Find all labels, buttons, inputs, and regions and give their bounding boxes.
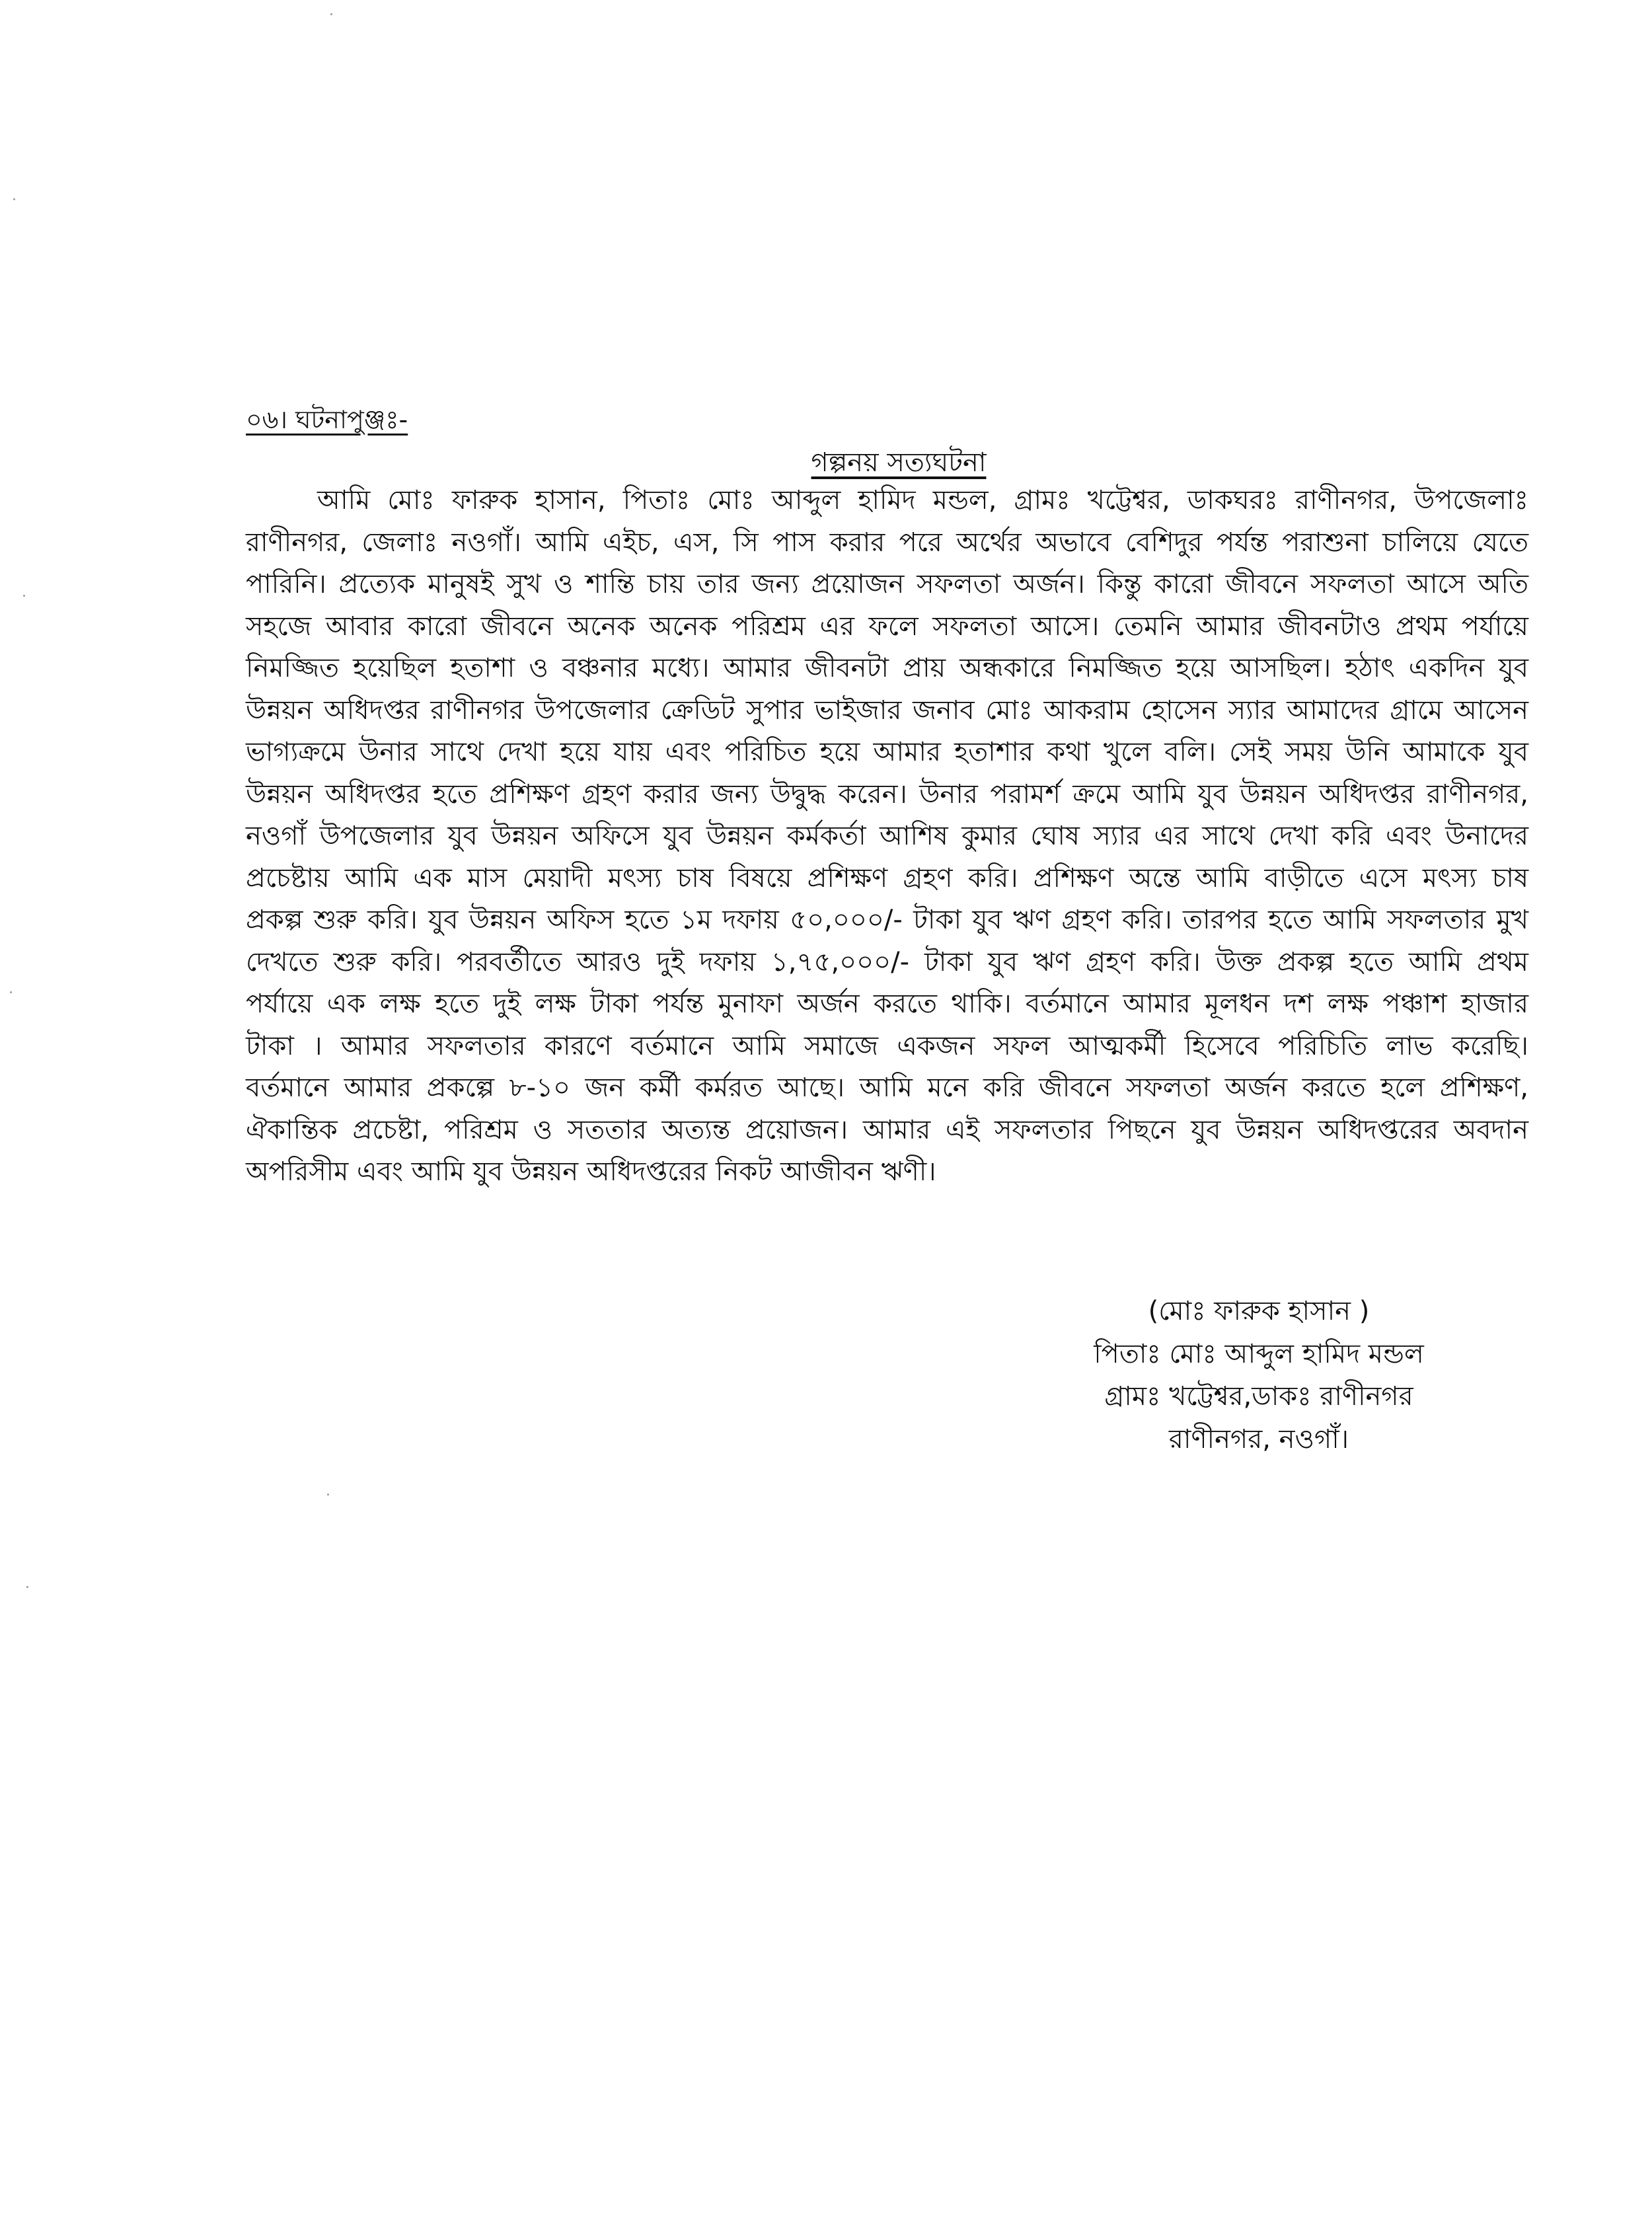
story-paragraph [246, 480, 1528, 1194]
paragraph-line: প্রচেষ্টায় আমি এক মাস মেয়াদী মৎস্য চাষ বিষয়ে প্রশিক্ষণ গ্রহণ করি। প্রশিক্ষণ অন্তে আমি বাড়ীতে এসে মৎস্য চাষ [246, 862, 1528, 893]
paragraph-line: আমি মোঃ ফারুক হাসান, পিতাঃ মোঃ আব্দুল হামিদ মন্ডল, গ্রামঃ খট্টেশ্বর, ডাকঘরঃ রাণীনগর, উপজেলাঃ [317, 485, 1528, 515]
paragraph-line: রাণীনগর, জেলাঃ নওগাঁ। আমি এইচ, এস, সি পাস করার পরে অর্থের অভাবে বেশিদুর পর্যন্ত পরাশুনা চালিয়ে যেতে [246, 527, 1528, 558]
scan-speck [23, 595, 25, 597]
paragraph-line: সহজে আবার কারো জীবনে অনেক অনেক পরিশ্রম এর ফলে সফলতা আসে। তেমনি আমার জীবনটাও প্রথম পর্যায়ে [246, 611, 1528, 642]
signatory-father: পিতাঃ মোঃ আব্দুল হামিদ মন্ডল [1094, 1338, 1424, 1369]
paragraph-line: বর্তমানে আমার প্রকল্পে ৮-১০ জন কর্মী কর্মরত আছে। আমি মনে করি জীবনে সফলতা অর্জন করতে হলে প্রশিক্ষণ, [246, 1073, 1528, 1103]
paragraph-line: পারিনি। প্রত্যেক মানুষই সুখ ও শান্তি চায় তার জন্য প্রয়োজন সফলতা অর্জন। কিন্তু কারো জীবনে সফলতা আসে অতি [246, 569, 1528, 599]
signature-block [1061, 1290, 1457, 1461]
paragraph-line: অপরিসীম এবং আমি যুব উন্নয়ন অধিদপ্তরের নিকট আজীবন ঋণী। [246, 1157, 936, 1187]
paragraph-line: নিমজ্জিত হয়েছিল হতাশা ও বঞ্চনার মধ্যে। আমার জীবনটা প্রায় অন্ধকারে নিমজ্জিত হয়ে আসছিল। হঠাৎ একদিন যুব [246, 653, 1528, 683]
signatory-name: (মোঃ ফারুক হাসান ) [1148, 1296, 1370, 1326]
scan-speck [330, 13, 332, 15]
document-title: গল্পনয় সত্যঘটনা [811, 447, 987, 478]
paragraph-line: নওগাঁ উপজেলার যুব উন্নয়ন অফিসে যুব উন্নয়ন কর্মকর্তা আশিষ কুমার ঘোষ স্যার এর সাথে দেখা করি এবং উনাদের [246, 821, 1528, 851]
paragraph-line: ঐকান্তিক প্রচেষ্টা, পরিশ্রম ও সততার অত্যন্ত প্রয়োজন। আমার এই সফলতার পিছনে যুব উন্নয়ন অধিদপ্তরের অবদান [246, 1114, 1528, 1145]
paragraph-line: উন্নয়ন অধিদপ্তর হতে প্রশিক্ষণ গ্রহণ করার জন্য উদ্বুদ্ধ করেন। উনার পরামর্শ ক্রমে আমি যুব উন্নয়ন অধিদপ্তর রাণীনগর, [246, 778, 1528, 810]
scan-speck [10, 991, 12, 993]
paragraph-line: প্রকল্প শুরু করি। যুব উন্নয়ন অফিস হতে ১ম দফায় ৫০,০০০/- টাকা যুব ঋণ গ্রহণ করি। তারপর হতে আমি সফলতার মুখ [246, 905, 1528, 935]
scan-speck [327, 1494, 329, 1496]
paragraph-line: পর্যায়ে এক লক্ষ হতে দুই লক্ষ টাকা পর্যন্ত মুনাফা অর্জন করতে থাকি। বর্তমানে আমার মূলধন দশ লক্ষ পঞ্চাশ হাজার [246, 989, 1528, 1019]
scan-speck [26, 1586, 28, 1588]
signatory-address-district: রাণীনগর, নওগাঁ। [1168, 1423, 1349, 1455]
scan-speck [13, 198, 15, 200]
section-heading: ০৬। ঘটনাপুঞ্জঃ- [246, 405, 408, 434]
paragraph-line: টাকা । আমার সফলতার কারণে বর্তমানে আমি সমাজে একজন সফল আত্মকর্মী হিসেবে পরিচিতি লাভ করেছি। [246, 1030, 1528, 1061]
paragraph-line: ভাগ্যক্রমে উনার সাথে দেখা হয়ে যায় এবং পরিচিত হয়ে আমার হতাশার কথা খুলে বলি। সেই সময় উনি আমাকে যুব [246, 737, 1528, 767]
signatory-address-village: গ্রামঃ খট্টেশ্বর,ডাকঃ রাণীনগর [1104, 1381, 1413, 1412]
paragraph-line: উন্নয়ন অধিদপ্তর রাণীনগর উপজেলার ক্রেডিট সুপার ভাইজার জনাব মোঃ আকরাম হোসেন স্যার আমাদের গ্রামে আসেন [246, 695, 1528, 726]
paragraph-line: দেখতে শুরু করি। পরবর্তীতে আরও দুই দফায় ১,৭৫,০০০/- টাকা যুব ঋণ গ্রহণ করি। উক্ত প্রকল্প হতে আমি প্রথম [246, 946, 1528, 977]
